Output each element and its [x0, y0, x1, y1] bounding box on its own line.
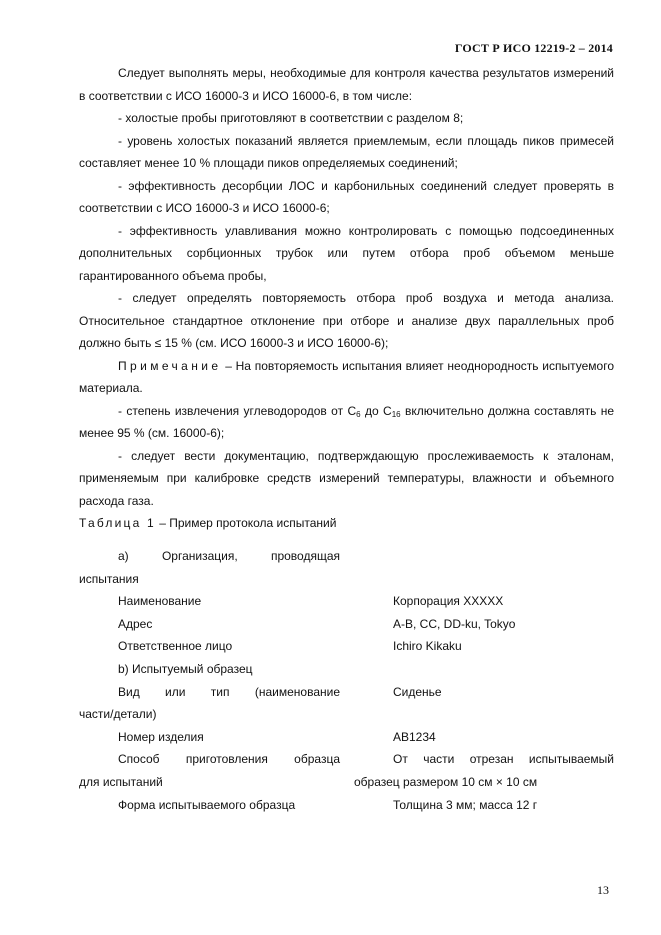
- table-title: [79, 512, 614, 535]
- part-number-value: AB1234: [393, 729, 436, 744]
- main-text: [79, 62, 614, 535]
- address-value: A-B, CC, DD-ku, Tokyo: [393, 616, 516, 631]
- paragraph-blank-samples: - холостые пробы приготовляют в соответствии с разделом 8;: [118, 111, 464, 125]
- responsible-value: Ichiro Kikaku: [393, 639, 462, 654]
- document-header: ГОСТ Р ИСО 12219-2 – 2014: [454, 41, 613, 55]
- paragraph-trapping: - эффективность улавливания можно контролировать с помощью подсоединенных дополнительных сорбционных трубок или путем отбора проб объемом меньше гарантированного объема пробы,: [79, 223, 614, 283]
- carbon-6-subscript: 6: [356, 409, 361, 419]
- paragraph-quality-control: Следует выполнять меры, необходимые для контроля качества результатов измерений в соответствии с ИСО 16000-3 и ИСО 16000-6, в том числе:: [79, 66, 614, 103]
- table-row-responsible: [79, 635, 614, 658]
- page-number: 13: [597, 883, 609, 897]
- section-organization-label-line2: испытания: [79, 571, 139, 586]
- responsible-label: Ответственное лицо: [118, 639, 233, 654]
- protocol-table: [79, 545, 614, 816]
- table-row-part-number: [79, 726, 614, 749]
- recovery-text-middle: до C: [360, 403, 392, 418]
- preparation-label-line1: Способ приготовления образца: [118, 752, 340, 767]
- section-sample-label: b) Испытуемый образец: [118, 661, 253, 676]
- paragraph-blank-level: - уровень холостых показаний является приемлемым, если площадь пиков примесей составляет менее 10 % площади пиков определяемых соединений;: [79, 133, 614, 170]
- name-value: Корпорация XXXXX: [393, 594, 504, 609]
- recovery-text-start: - степень извлечения углеводородов от C: [118, 403, 357, 418]
- preparation-value-line2: образец размером 10 см × 10 см: [354, 774, 538, 789]
- table-row-preparation: [79, 748, 614, 793]
- paragraph-note: [79, 355, 614, 400]
- paragraph-desorption: - эффективность десорбции ЛОС и карбонильных соединений следует проверять в соответствии с ИСО 16000-3 и ИСО 16000-6;: [79, 178, 614, 215]
- section-organization-label-line1: а) Организация, проводящая: [118, 549, 340, 563]
- part-number-label: Номер изделия: [118, 729, 204, 744]
- type-value: Сиденье: [393, 684, 442, 699]
- table-label: Таблица 1: [79, 516, 156, 530]
- type-label-line1: Вид или тип (наименование: [118, 684, 340, 699]
- paragraph-recovery: [79, 400, 614, 445]
- recovery-text-end: включительно должна составлять не менее 95 % (см. 16000-6);: [79, 403, 615, 440]
- sample-form-value: Толщина 3 мм; масса 12 г: [393, 797, 538, 812]
- table-row-type: [79, 681, 614, 726]
- type-label-line2: части/детали): [79, 707, 157, 722]
- table-caption: – Пример протокола испытаний: [155, 516, 337, 530]
- section-organization: [79, 545, 614, 590]
- preparation-value-line1: От части отрезан испытываемый: [393, 752, 614, 767]
- preparation-label-line2: для испытаний: [79, 774, 163, 789]
- name-label: Наименование: [118, 594, 202, 609]
- table-row-name: [79, 590, 614, 613]
- sample-form-label: Форма испытываемого образца: [118, 797, 296, 812]
- section-sample: [79, 658, 614, 681]
- note-label: Примечание: [118, 358, 222, 373]
- paragraph-repeatability: - следует определять повторяемость отбора проб воздуха и метода анализа. Относительное стандартное отклонение при отборе и анализе двух параллельных проб должно быть ≤ 15 % (см. ИСО 16000-3 и ИСО 16000-6);: [79, 291, 614, 350]
- table-row-sample-form: [79, 794, 614, 817]
- carbon-16-subscript: 16: [391, 409, 401, 419]
- address-label: Адрес: [118, 616, 153, 631]
- note-text: – На повторяемость испытания влияет неоднородность испытуемого материала.: [79, 358, 614, 395]
- table-row-address: [79, 613, 614, 636]
- paragraph-traceability: - следует вести документацию, подтверждающую прослеживаемость к эталонам, применяемым при калибровке средств измерений температуры, влажности и объемного расхода газа.: [79, 448, 614, 508]
